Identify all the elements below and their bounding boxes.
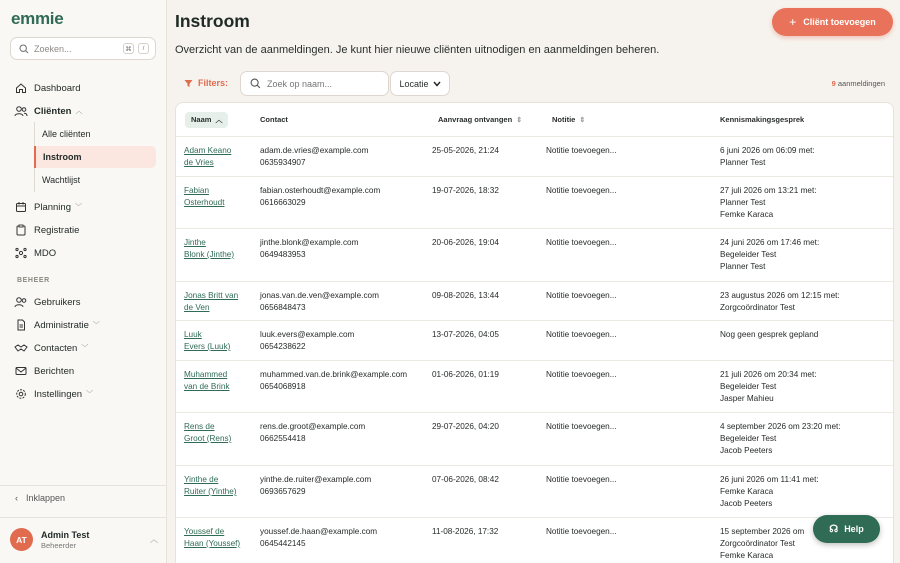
search-icon — [19, 44, 29, 54]
add-client-button[interactable] — [772, 8, 893, 36]
client-name-link[interactable]: Fabian — [184, 186, 210, 195]
gear-icon — [14, 387, 28, 401]
filters-label — [184, 78, 228, 88]
nav-contacten-label: Contacten — [34, 342, 78, 354]
help-label: Help — [844, 524, 864, 534]
add-client-label: Cliënt toevoegen — [803, 17, 876, 27]
kbd-slash: / — [138, 43, 149, 54]
client-name-link[interactable]: Adam Keano — [184, 146, 232, 155]
client-phone: 0649483953 — [260, 250, 306, 259]
headset-icon: ☊ — [829, 523, 839, 535]
client-phone: 0654238622 — [260, 342, 306, 351]
request-date: 20-06-2026, 19:04 — [432, 238, 499, 247]
header-contact: Contact — [260, 115, 288, 124]
chevron-left-icon: ‹ — [15, 493, 18, 503]
add-note-field[interactable]: Notitie toevoegen... — [546, 186, 617, 195]
divider — [0, 517, 167, 518]
kbd-command: ⌘ — [123, 43, 134, 54]
client-email: adam.de.vries@example.com — [260, 146, 369, 155]
collapse-button[interactable] — [15, 493, 65, 503]
section-beheer: BEHEER — [17, 277, 50, 284]
nav-planning[interactable] — [14, 197, 82, 217]
client-email: jinthe.blonk@example.com — [260, 238, 359, 247]
calendar-icon — [14, 200, 28, 214]
request-date: 19-07-2026, 18:32 — [432, 186, 499, 195]
document-icon — [14, 318, 28, 332]
client-phone: 0635934907 — [260, 158, 306, 167]
chevron-down-icon: ﹀ — [81, 345, 89, 352]
chevron-up-icon: ︿ — [150, 535, 158, 544]
nav-gebruikers-label: Gebruikers — [34, 296, 81, 308]
nav-registratie-label: Registratie — [34, 224, 80, 236]
client-email: rens.de.groot@example.com — [260, 422, 366, 431]
divider — [0, 485, 167, 486]
nav-dashboard-label: Dashboard — [34, 82, 81, 94]
add-note-field[interactable]: Notitie toevoegen... — [546, 291, 617, 300]
add-note-field[interactable]: Notitie toevoegen... — [546, 330, 617, 339]
meeting-info: 23 augustus 2026 om 12:15 met: — [720, 291, 840, 300]
nav-mdo[interactable] — [14, 243, 56, 263]
add-note-field[interactable]: Notitie toevoegen... — [546, 370, 617, 379]
table-row — [176, 517, 894, 563]
nav-berichten-label: Berichten — [34, 365, 75, 377]
client-name-link[interactable]: Jinthe — [184, 238, 206, 247]
client-name-link[interactable]: Yinthe de — [184, 475, 219, 484]
meeting-participant: Zorgcoördinator Test — [720, 539, 795, 548]
client-name-link[interactable]: de Vries — [184, 158, 214, 167]
users-icon — [14, 104, 28, 118]
add-note-field[interactable]: Notitie toevoegen... — [546, 238, 617, 247]
location-label: Locatie — [399, 78, 429, 89]
count-label: aanmeldingen — [837, 79, 885, 88]
handshake-icon — [14, 341, 28, 355]
meeting-info: Nog geen gesprek gepland — [720, 330, 819, 339]
collapse-label: Inklappen — [26, 493, 66, 503]
client-name-link[interactable]: Luuk — [184, 330, 202, 339]
meeting-participant: Jasper Mahieu — [720, 394, 774, 403]
nav-planning-label: Planning — [34, 201, 71, 213]
chevron-up-icon: ︿ — [215, 116, 223, 124]
request-date: 01-06-2026, 01:19 — [432, 370, 499, 379]
meeting-participant: Femke Karaca — [720, 210, 774, 219]
table-row — [176, 360, 894, 412]
meeting-participant: Planner Test — [720, 198, 766, 207]
header-gesprek: Kennismakingsgesprek — [720, 115, 805, 124]
meeting-participant: Planner Test — [720, 262, 766, 271]
add-note-field[interactable]: Notitie toevoegen... — [546, 475, 617, 484]
nav-administratie[interactable] — [14, 315, 100, 335]
meeting-participant: Femke Karaca — [720, 551, 774, 560]
nav-wachtlijst[interactable]: Wachtlijst — [42, 175, 81, 185]
table-row — [176, 465, 894, 517]
client-email: luuk.evers@example.com — [260, 330, 355, 339]
add-note-field[interactable]: Notitie toevoegen... — [546, 146, 617, 155]
page-subtitle: Overzicht van de aanmeldingen. Je kunt hier nieuwe cliënten uitnodigen en aanmeldingen beheren. — [175, 44, 660, 56]
chevron-up-icon: ︿ — [75, 108, 83, 115]
table-row — [176, 228, 894, 281]
header-aanvraag-label: Aanvraag ontvangen — [438, 115, 513, 124]
user-name: Admin Test — [41, 529, 90, 540]
meeting-participant: Jacob Peeters — [720, 446, 773, 455]
table-row — [176, 320, 894, 360]
nav-berichten[interactable] — [14, 361, 74, 381]
network-icon — [14, 246, 28, 260]
table-row — [176, 412, 894, 465]
client-name-link[interactable]: van de Brink — [184, 382, 230, 391]
client-phone: 0693657629 — [260, 487, 306, 496]
registrations-table — [175, 102, 894, 563]
request-date: 13-07-2026, 04:05 — [432, 330, 499, 339]
app-logo[interactable]: emmie — [11, 9, 64, 28]
header-naam-label: Naam — [191, 115, 212, 124]
request-date: 09-08-2026, 13:44 — [432, 291, 499, 300]
nav-gebruikers[interactable] — [14, 292, 80, 312]
meeting-info: 24 juni 2026 om 17:46 met: — [720, 238, 820, 247]
client-phone: 0645442145 — [260, 539, 306, 548]
meeting-info: 26 juni 2026 om 11:41 met: — [720, 475, 819, 484]
client-name-link[interactable]: Rens de — [184, 422, 215, 431]
nav-clienten[interactable] — [14, 101, 82, 121]
search-icon — [250, 78, 261, 89]
sort-icon: ⇕ — [516, 116, 523, 124]
client-name-link[interactable]: Groot (Rens) — [184, 434, 232, 443]
nav-instroom[interactable]: Instroom — [34, 146, 156, 168]
chevron-down-icon: ﹀ — [86, 391, 94, 398]
client-phone: 0654068918 — [260, 382, 306, 391]
header-aanvraag[interactable] — [438, 103, 522, 136]
client-email: muhammed.van.de.brink@example.com — [260, 370, 408, 379]
nav-clienten-label: Cliënten — [34, 105, 72, 117]
user-menu[interactable] — [10, 528, 158, 551]
name-search-placeholder: Zoek op naam... — [267, 78, 333, 89]
meeting-participant: Zorgcoördinator Test — [720, 303, 795, 312]
meeting-info: 27 juli 2026 om 13:21 met: — [720, 186, 817, 195]
meeting-participant: Begeleider Test — [720, 382, 777, 391]
header-naam[interactable] — [185, 103, 228, 136]
user-role: Beheerder — [41, 540, 77, 550]
request-date: 25-05-2026, 21:24 — [432, 146, 499, 155]
client-name-link[interactable]: Ruiter (Yinthe) — [184, 487, 237, 496]
search-placeholder: Zoeken... — [34, 43, 72, 54]
add-note-field[interactable]: Notitie toevoegen... — [546, 527, 617, 536]
client-email: youssef.de.haan@example.com — [260, 527, 378, 536]
client-email: jonas.van.de.ven@example.com — [260, 291, 379, 300]
chevron-down-icon: ﹀ — [74, 204, 82, 211]
nav-instellingen[interactable] — [14, 384, 93, 404]
request-date: 11-08-2026, 17:32 — [432, 527, 499, 536]
client-name-link[interactable]: Youssef de — [184, 527, 225, 536]
meeting-participant: Begeleider Test — [720, 434, 777, 443]
header-notitie-label: Notitie — [552, 115, 576, 124]
meeting-participant: Femke Karaca — [720, 487, 774, 496]
client-email: fabian.osterhoudt@example.com — [260, 186, 381, 195]
chevron-down-icon: ﹀ — [92, 322, 100, 329]
nav-dashboard[interactable] — [14, 78, 80, 98]
nav-administratie-label: Administratie — [34, 319, 89, 331]
add-note-field[interactable]: Notitie toevoegen... — [546, 422, 617, 431]
plus-icon: + — [789, 15, 797, 29]
client-phone: 0616663029 — [260, 198, 306, 207]
help-button[interactable] — [813, 515, 880, 543]
meeting-info: 15 september 2026 om — [720, 527, 805, 536]
chevron-down-icon — [433, 81, 441, 87]
table-row — [176, 281, 894, 320]
request-date: 07-06-2026, 08:42 — [432, 475, 499, 484]
user-group-icon — [14, 295, 28, 309]
nav-registratie[interactable] — [14, 220, 79, 240]
table-row — [176, 176, 894, 228]
meeting-participant: Begeleider Test — [720, 250, 777, 259]
clipboard-icon — [14, 223, 28, 237]
client-name-link[interactable]: de Ven — [184, 303, 210, 312]
registrations-count — [832, 79, 885, 88]
nav-mdo-label: MDO — [34, 247, 57, 259]
home-icon — [14, 81, 28, 95]
client-name-link[interactable]: Jonas Britt van — [184, 291, 239, 300]
location-dropdown[interactable] — [390, 71, 450, 96]
nav-alle-clienten[interactable]: Alle cliënten — [42, 129, 91, 139]
mail-icon — [14, 364, 28, 378]
client-phone: 0656848473 — [260, 303, 306, 312]
client-name-link[interactable]: Osterhoudt — [184, 198, 225, 207]
sidebar — [0, 0, 167, 563]
sort-icon: ⇕ — [579, 116, 586, 124]
table-row — [176, 136, 894, 176]
meeting-info: 6 juni 2026 om 06:09 met: — [720, 146, 815, 155]
meeting-info: 21 juli 2026 om 20:34 met: — [720, 370, 817, 379]
nav-contacten[interactable] — [14, 338, 88, 358]
sidebar-search-input[interactable] — [10, 37, 156, 60]
page-title: Instroom — [175, 11, 250, 31]
client-name-link[interactable]: Haan (Youssef) — [184, 539, 241, 548]
meeting-participant: Planner Test — [720, 158, 766, 167]
meeting-participant: Jacob Peeters — [720, 499, 773, 508]
client-name-link[interactable]: Evers (Luuk) — [184, 342, 231, 351]
header-notitie[interactable] — [552, 103, 585, 136]
avatar: AT — [10, 528, 33, 551]
filter-icon — [184, 79, 193, 88]
nav-instellingen-label: Instellingen — [34, 388, 83, 400]
filters-text: Filters: — [198, 78, 229, 88]
client-name-link[interactable]: Muhammed — [184, 370, 228, 379]
count-number: 9 — [831, 79, 836, 88]
name-search-input[interactable] — [240, 71, 389, 96]
client-name-link[interactable]: Blonk (Jinthe) — [184, 250, 235, 259]
client-phone: 0662554418 — [260, 434, 306, 443]
request-date: 29-07-2026, 04:20 — [432, 422, 499, 431]
meeting-info: 4 september 2026 om 23:20 met: — [720, 422, 841, 431]
client-email: yinthe.de.ruiter@example.com — [260, 475, 372, 484]
